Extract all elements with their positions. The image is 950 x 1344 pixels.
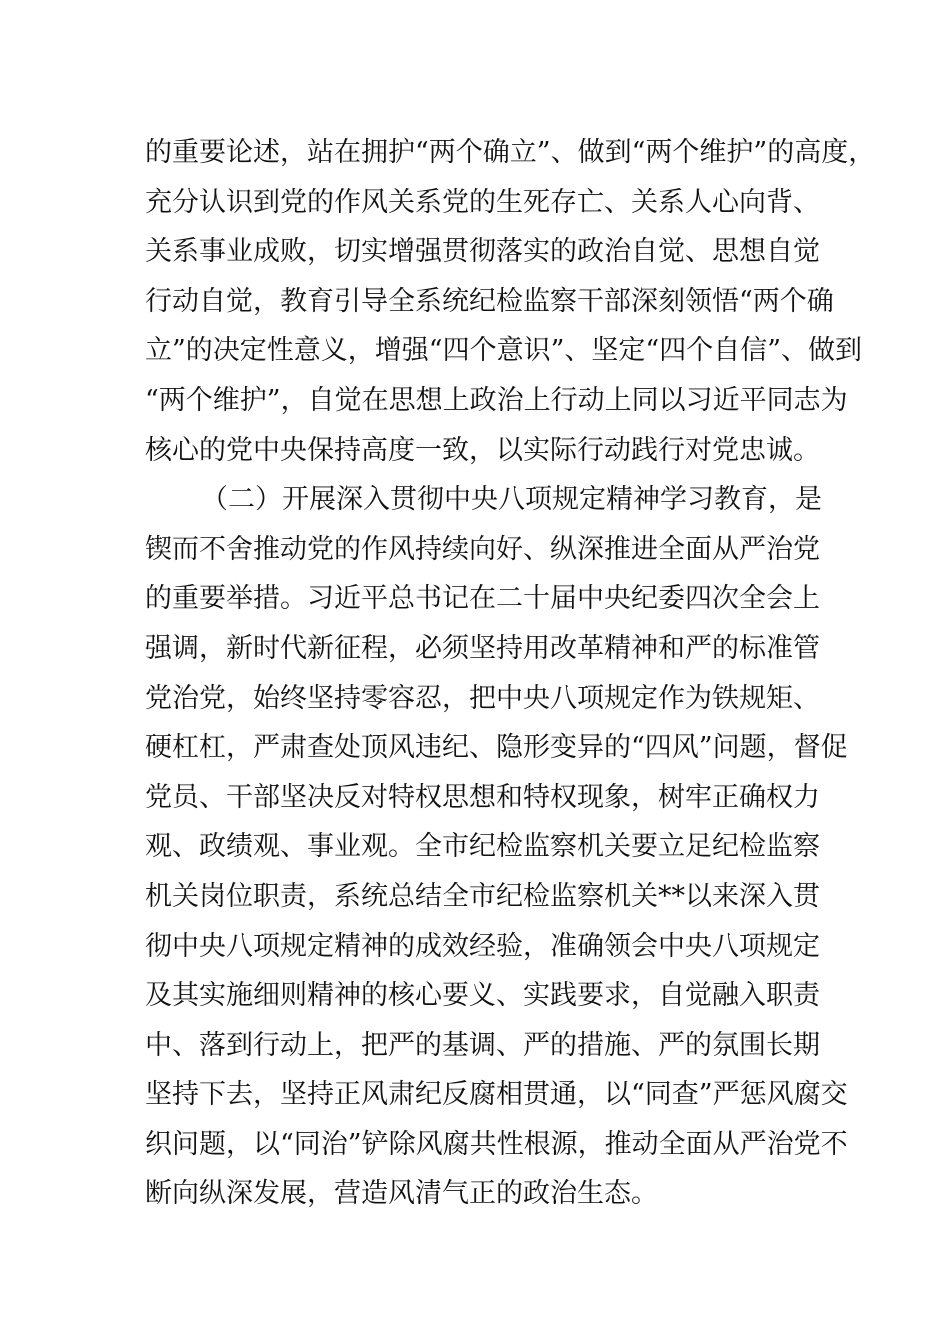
text-line: 的重要举措。习近平总书记在二十届中央纪委四次全会上: [145, 583, 820, 615]
text-line: 核心的党中央保持高度一致，以实际行动践行对党忠诚。: [145, 434, 820, 466]
text-line: 锲而不舍推动党的作风持续向好、纵深推进全面从严治党: [145, 533, 820, 565]
text-line: 机关岗位职责，系统总结全市纪检监察机关**以来深入贯: [145, 880, 820, 912]
text-line: 中、落到行动上，把严的基调、严的措施、严的氛围长期: [145, 1029, 820, 1061]
text-line: 断向纵深发展，营造风清气正的政治生态。: [145, 1178, 658, 1210]
text-line: 充分认识到党的作风关系党的生死存亡、关系人心向背、: [145, 186, 820, 218]
text-line: 的重要论述，站在拥护“两个确立”、做到“两个维护”的高度，: [145, 137, 876, 168]
text-line: 彻中央八项规定精神的成效经验，准确领会中央八项规定: [145, 930, 820, 962]
text-line: 立”的决定性意义，增强“四个意识”、坚定“四个自信”、做到: [145, 335, 863, 367]
text-line: 硬杠杠，严肃查处顶风违纪、隐形变异的“四风”问题，督促: [145, 732, 848, 764]
text-line: “两个维护”，自觉在思想上政治上行动上同以习近平同志为: [145, 384, 848, 416]
text-line: 织问题，以“同治”铲除风腐共性根源，推动全面从严治党不: [145, 1128, 848, 1160]
text-line: 党员、干部坚决反对特权思想和特权现象，树牢正确权力: [145, 781, 820, 813]
text-line: 行动自觉，教育引导全系统纪检监察干部深刻领悟“两个确: [145, 285, 834, 317]
paragraph-start-line: （二）开展深入贯彻中央八项规定精神学习教育，是: [201, 484, 822, 516]
text-line: 关系事业成败，切实增强贯彻落实的政治自觉、思想自觉: [145, 236, 820, 268]
text-line: 及其实施细则精神的核心要义、实践要求，自觉融入职责: [145, 980, 820, 1012]
text-line: 坚持下去，坚持正风肃纪反腐相贯通，以“同查”严惩风腐交: [145, 1079, 848, 1111]
body-text: [145, 128, 876, 1219]
text-line: 观、政绩观、事业观。全市纪检监察机关要立足纪检监察: [145, 831, 820, 863]
text-line: 强调，新时代新征程，必须坚持用改革精神和严的标准管: [145, 632, 820, 664]
text-line: 党治党，始终坚持零容忍，把中央八项规定作为铁规矩、: [145, 682, 820, 714]
